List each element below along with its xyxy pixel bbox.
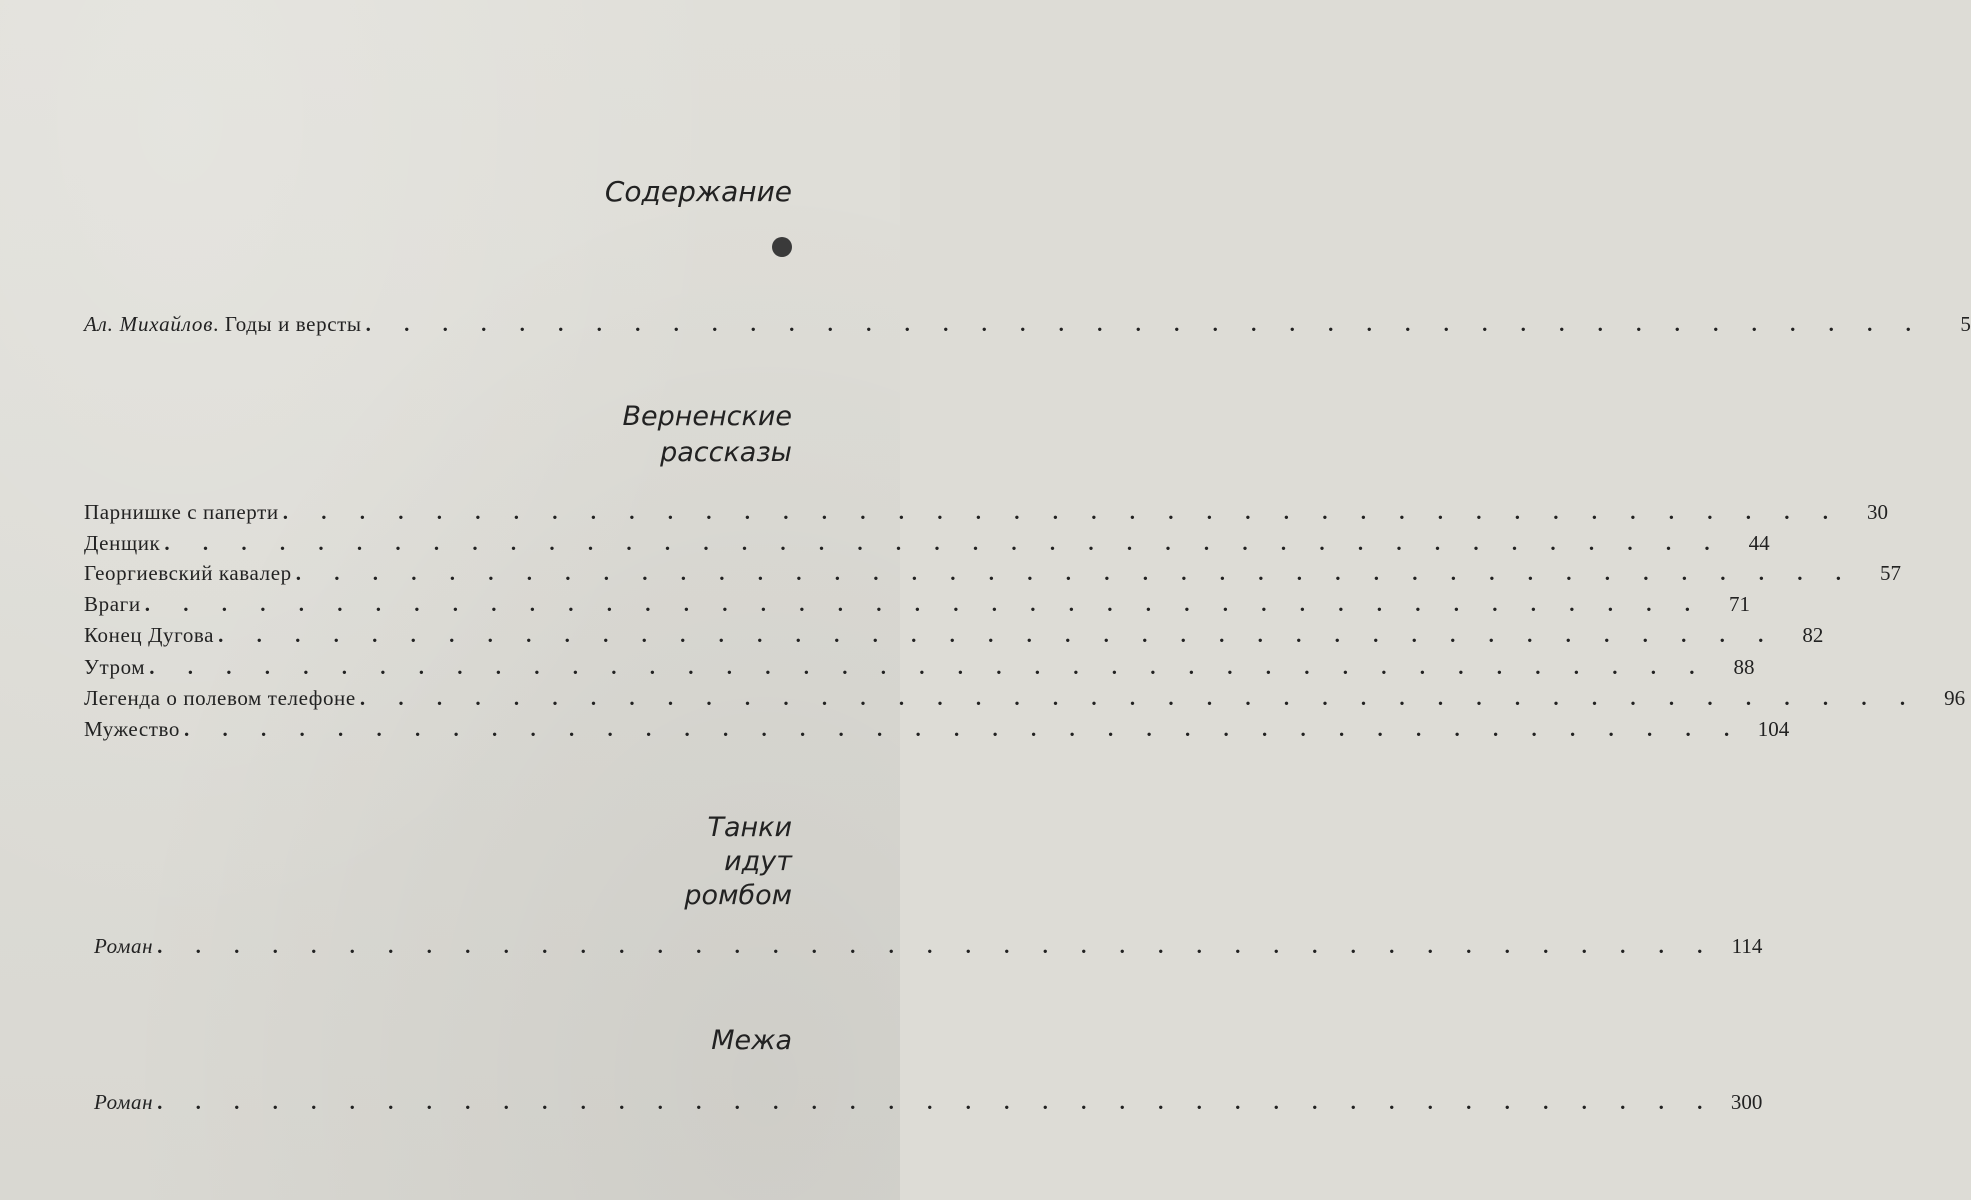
toc-page-number: 82 [1802,623,1824,647]
toc-page-number: 300 [1730,1090,1763,1114]
dot-leader: . . . . . . . . . . . . . . . . . . . . . . . . . . . . . . . . . . . . . . . . . [359,686,1920,710]
toc-entry [84,717,1790,747]
toc-entry-title: Роман [94,1090,154,1114]
toc-entry-title: Конец Дугова [84,623,215,647]
dot-leader: . . . . . . . . . . . . . . . . . . . . . . . . . . . . . . . . . . . . . . . . . [157,1090,1717,1114]
dot-leader: . . . . . . . . . . . . . . . . . . . . . . . . . . . . . . . . . . . . . . . . . [184,717,1744,741]
dot-leader: . . . . . . . . . . . . . . . . . . . . . . . . . . . . . . . . . . . . . . . . . [149,655,1709,679]
toc-entry [84,592,1750,622]
toc-page-number: 57 [1879,561,1901,585]
toc-entry [84,531,1770,561]
section-heading-tanks [684,811,792,913]
toc-entry-title: Денщик [84,531,161,555]
section-heading-line: ромбом [684,880,792,911]
toc-entry-title: Мужество [84,717,181,741]
toc-entry [84,500,1888,530]
toc-entry [84,1090,1763,1120]
dot-leader: . . . . . . . . . . . . . . . . . . . . . . . . . . . . . . . . . . . . . . . . . [365,312,1925,336]
toc-page-number: 114 [1731,934,1763,958]
dot-leader: . . . . . . . . . . . . . . . . . . . . . . . . . . . . . . . . . . . . . . . . . [157,934,1717,958]
toc-entry [84,623,1824,653]
toc-entry-title: Георгиевский кавалер [84,561,292,585]
section-heading-line: Межа [711,1025,792,1056]
dot-leader: . . . . . . . . . . . . . . . . . . . . . . . . . . . . . . . . . . . . . . . . . [218,623,1778,647]
section-heading-verny-stories [622,399,792,471]
toc-page-number: 30 [1867,500,1888,524]
toc-page-number: 44 [1748,531,1770,555]
toc-page-number: 5 [1960,312,1971,336]
dot-leader: . . . . . . . . . . . . . . . . . . . . . . . . . . . . . . . . . . . . . . . . . [144,592,1704,616]
toc-entry [84,655,1755,685]
toc-page-number: 71 [1728,592,1750,616]
section-heading-line: рассказы [660,437,792,468]
section-heading-mezha [711,1023,792,1059]
toc-page-number: 88 [1733,655,1755,679]
toc-entry-intro [84,312,1971,342]
dot-leader: . . . . . . . . . . . . . . . . . . . . . . . . . . . . . . . . . . . . . . . . . [295,561,1855,585]
toc-page-number: 104 [1757,717,1790,741]
bullet-ornament [772,237,792,257]
toc-entry-title: Легенда о полевом телефоне [84,686,356,710]
toc-entry [84,561,1901,591]
section-heading-line: Верненские [622,401,792,432]
section-heading-line: идут [724,846,792,877]
section-heading-line: Танки [707,812,792,843]
toc-entry-author: Ал. Михайлов [84,312,214,336]
toc-entry [84,686,1966,716]
dot-leader: . . . . . . . . . . . . . . . . . . . . . . . . . . . . . . . . . . . . . . . . . [164,531,1724,555]
toc-entry-title: Парнишке с паперти [84,500,279,524]
toc-entry-title: Утром [84,655,146,679]
toc-entry-title: Роман [94,934,154,958]
toc-entry [84,934,1763,964]
dot-leader: . . . . . . . . . . . . . . . . . . . . . . . . . . . . . . . . . . . . . . . . . [282,500,1842,524]
toc-page-number: 96 [1944,686,1966,710]
toc-entry-title: Враги [84,592,141,616]
toc-entry-title: Ал. Михайлов. Годы и версты [84,312,362,336]
contents-title: Содержание [604,175,792,208]
